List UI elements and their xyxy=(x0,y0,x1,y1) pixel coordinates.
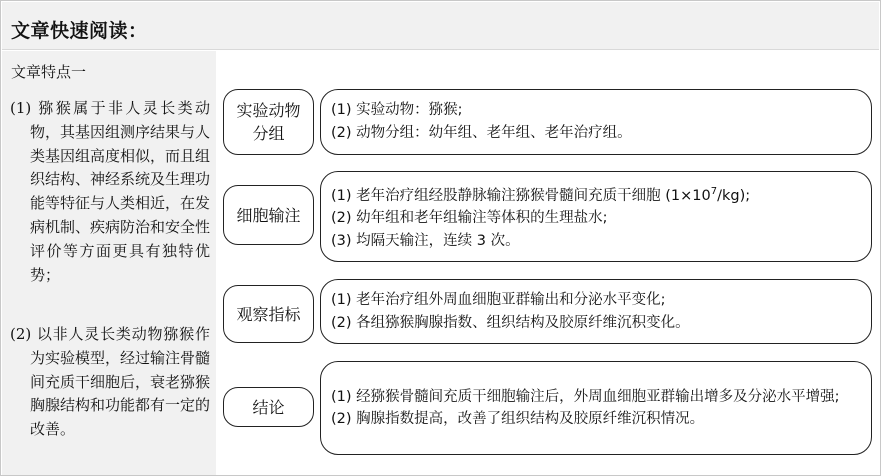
page-title: 文章快速阅读： xyxy=(11,20,148,42)
section-label-conclusion: 结论 xyxy=(223,387,314,427)
section-box-animal-groups xyxy=(320,89,872,155)
section-line: (1) 老年治疗组外周血细胞亚群输出和分泌水平变化; xyxy=(331,291,666,308)
dose-text: (1) 老年治疗组经股静脉输注猕猴骨髓间充质干细胞 (1×10 xyxy=(331,187,711,204)
dose-exponent: 7 xyxy=(710,185,718,197)
section-line: (2) 幼年组和老年组输注等体积的生理盐水; xyxy=(331,210,608,227)
section-line-dose xyxy=(331,180,861,208)
section-label-animal-groups: 实验动物分组 xyxy=(223,89,314,155)
section-line: (2) 各组猕猴胸腺指数、组织结构及胶原纤维沉积变化。 xyxy=(331,314,690,331)
section-line: (3) 均隔天输注，连续 3 次。 xyxy=(331,233,520,250)
feature-panel xyxy=(2,51,216,475)
dose-unit: /kg); xyxy=(717,187,751,204)
section-label-observation-indicators: 观察指标 xyxy=(223,285,314,343)
section-line: (2) 胸腺指数提高，改善了组织结构及胶原纤维沉积情况。 xyxy=(331,410,705,427)
feature-paragraph-1: (1) 猕猴属于非人灵长类动物，其基因组测序结果与人类基因组高度相似，而且组织结构、神经系统及生理功能等特征与人类相近，在发病机制、疾病防治和安全性评价等方面更具有独特优势； xyxy=(10,99,211,284)
section-box-observation-indicators xyxy=(320,279,872,344)
feature-paragraph-2: (2) 以非人灵长类动物猕猴作为实验模型，经过输注骨髓间充质干细胞后，衰老猕猴胸腺结构和功能都有一定的改善。 xyxy=(10,325,211,439)
feature-heading: 文章特点一 xyxy=(11,63,87,81)
section-line: (1) 实验动物：猕猴; xyxy=(331,102,463,118)
section-label-cell-infusion: 细胞输注 xyxy=(223,185,314,245)
title-bar xyxy=(2,2,879,50)
section-box-cell-infusion xyxy=(320,171,872,262)
section-box-conclusion xyxy=(320,361,872,455)
section-line: (2) 动物分组：幼年组、老年组、老年治疗组。 xyxy=(331,125,632,141)
section-line: (1) 经猕猴骨髓间充质干细胞输注后，外周血细胞亚群输出增多及分泌水平增强; xyxy=(331,388,840,405)
